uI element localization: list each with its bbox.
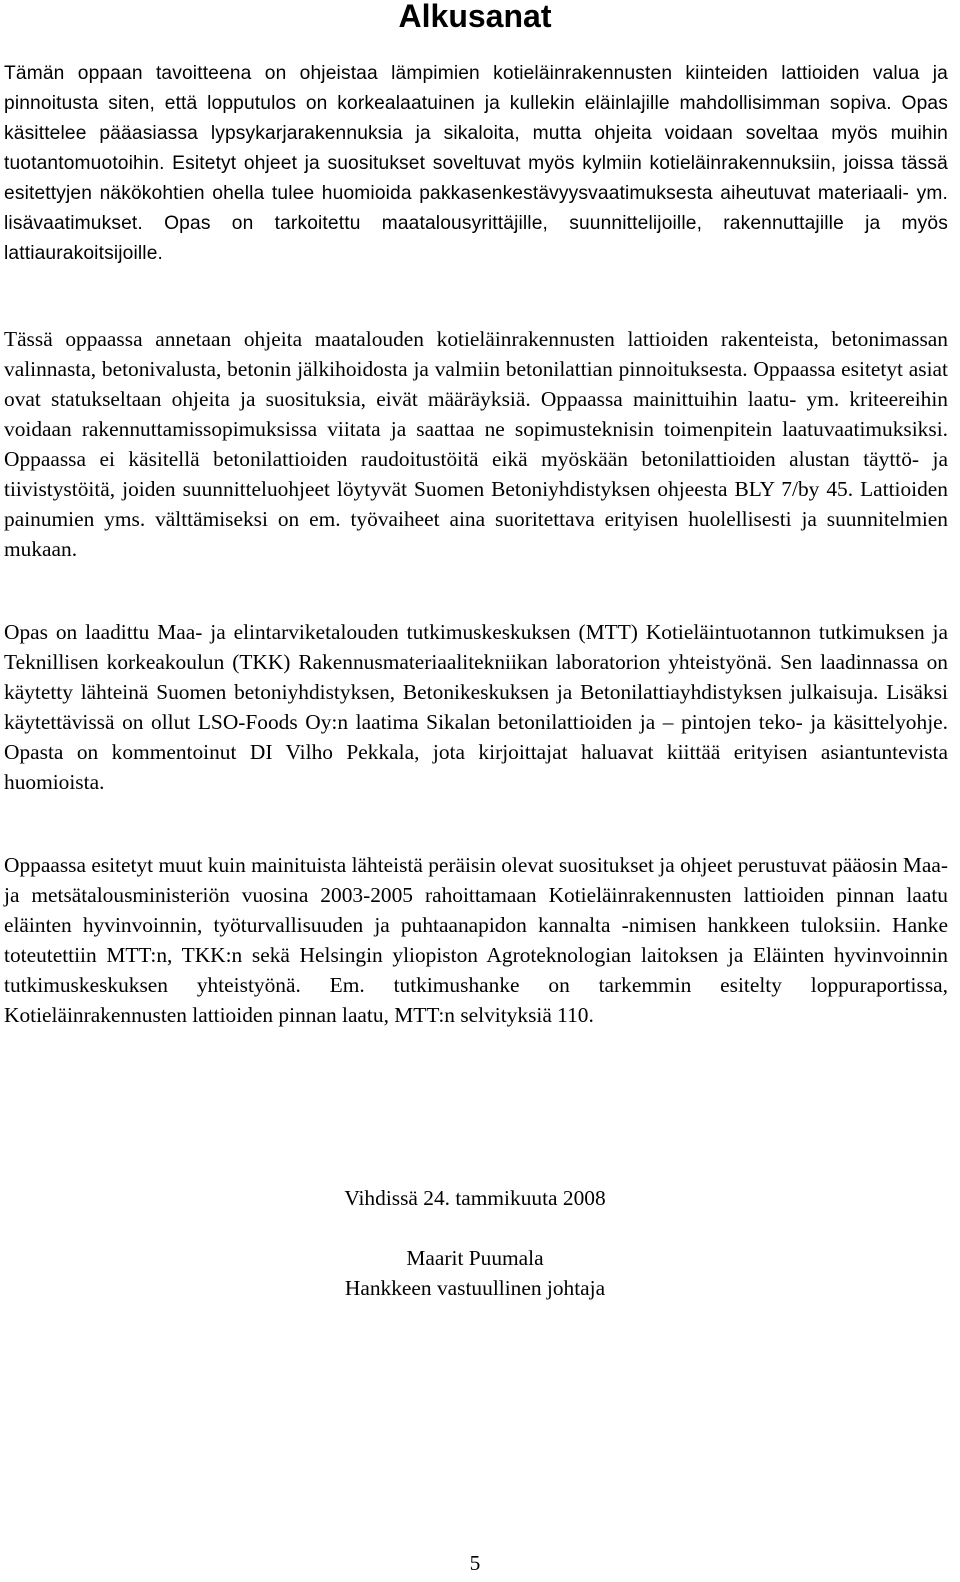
signature-role: Hankkeen vastuullinen johtaja [344,1276,606,1300]
paragraph-3: Opas on laadittu Maa- ja elintarviketalouden tutkimuskeskuksen (MTT) Kotieläintuotannon tutkimuksen ja Teknillisen korkeakoulun (TKK) Rakennusmateriaalitekniikan laboratorion yhteistyönä. Sen laadinnassa on käytetty lähteinä Suomen betoniyhdistyksen, Betonikeskuksen ja Betonilattiayhdistyksen julkaisuja. Lisäksi käytettävissä on ollut LSO-Foods Oy:n laatima Sikalan betonilattioiden ja – pintojen teko- ja käsittelyohje. Opasta on kommentoinut DI Vilho Pekkala, jota kirjoittajat haluavat kiittää erityisen asiantuntevista huomioista. [4,620,948,794]
paragraph-4: Oppaassa esitetyt muut kuin mainituista lähteistä peräisin olevat suositukset ja ohjeet perustuvat pääosin Maa- ja metsätalousministeriön vuosina 2003-2005 rahoittamaan Kotieläinrakennusten lattioiden pinnan laatu eläinten hyvinvoinnin, työturvallisuuden ja puhtaanapidon kannalta -nimisen hankkeen tuloksiin. Hanke toteutettiin MTT:n, TKK:n sekä Helsingin yliopiston Agroteknologian laitoksen ja Eläinten hyvinvoinnin tutkimuskeskuksen yhteistyönä. Em. tutkimushanke on tarkemmin esitelty loppuraportissa, Kotieläinrakennusten lattioiden pinnan laatu, MTT:n selvityksiä 110. [4,853,948,1027]
page-title: Alkusanat [398,0,552,34]
signature-name: Maarit Puumala [406,1246,544,1270]
paragraph-1: Tämän oppaan tavoitteena on ohjeistaa lämpimien kotieläinrakennusten kiinteiden lattioiden valua ja pinnoitusta siten, että lopputulos on korkealaatuinen ja kullekin eläinlajille mahdollisimman sopiva. Opas käsittelee pääasiassa lypsykarjarakennuksia ja sikaloita, mutta ohjeita voidaan soveltaa myös muihin tuotantomuotoihin. Esitetyt ohjeet ja suositukset soveltuvat myös kylmiin kotieläinrakennuksiin, joissa tässä esitettyjen näkökohtien ohella tulee huomioida pakkasenkestävyysvaatimuksesta aiheutuvat materiaali- ym. lisävaatimukset. Opas on tarkoitettu maatalousyrittäjille, suunnittelijoille, rakennuttajille ja myös lattiaurakoitsijoille. [4,63,948,264]
paragraph-2: Tässä oppaassa annetaan ohjeita maatalouden kotieläinrakennusten lattioiden rakenteista, betonimassan valinnasta, betonivalusta, betonin jälkihoidosta ja valmiin betonilattian pinnoituksesta. Oppaassa esitetyt asiat ovat statukseltaan ohjeita ja suosituksia, eivät määräyksiä. Oppaassa mainittuihin laatu- ym. kriteereihin voidaan rakennuttamissopimuksissa viitata ja saattaa ne sopimusteknisin toimenpitein laatuvaatimuksiksi. Oppaassa ei käsitellä betonilattioiden raudoitustöitä eikä myöskään betonilattioiden alustan täyttö- ja tiivistystöitä, joiden suunnitteluohjeet löytyvät Suomen Betoniyhdistyksen ohjeesta BLY 7/by 45. Lattioiden painumien yms. välttämiseksi on em. työvaiheet aina suoritettava erityisen huolellisesti ja suunnitelmien mukaan. [4,327,948,561]
signature-place-date: Vihdissä 24. tammikuuta 2008 [344,1186,606,1210]
page-number: 5 [469,1551,481,1575]
